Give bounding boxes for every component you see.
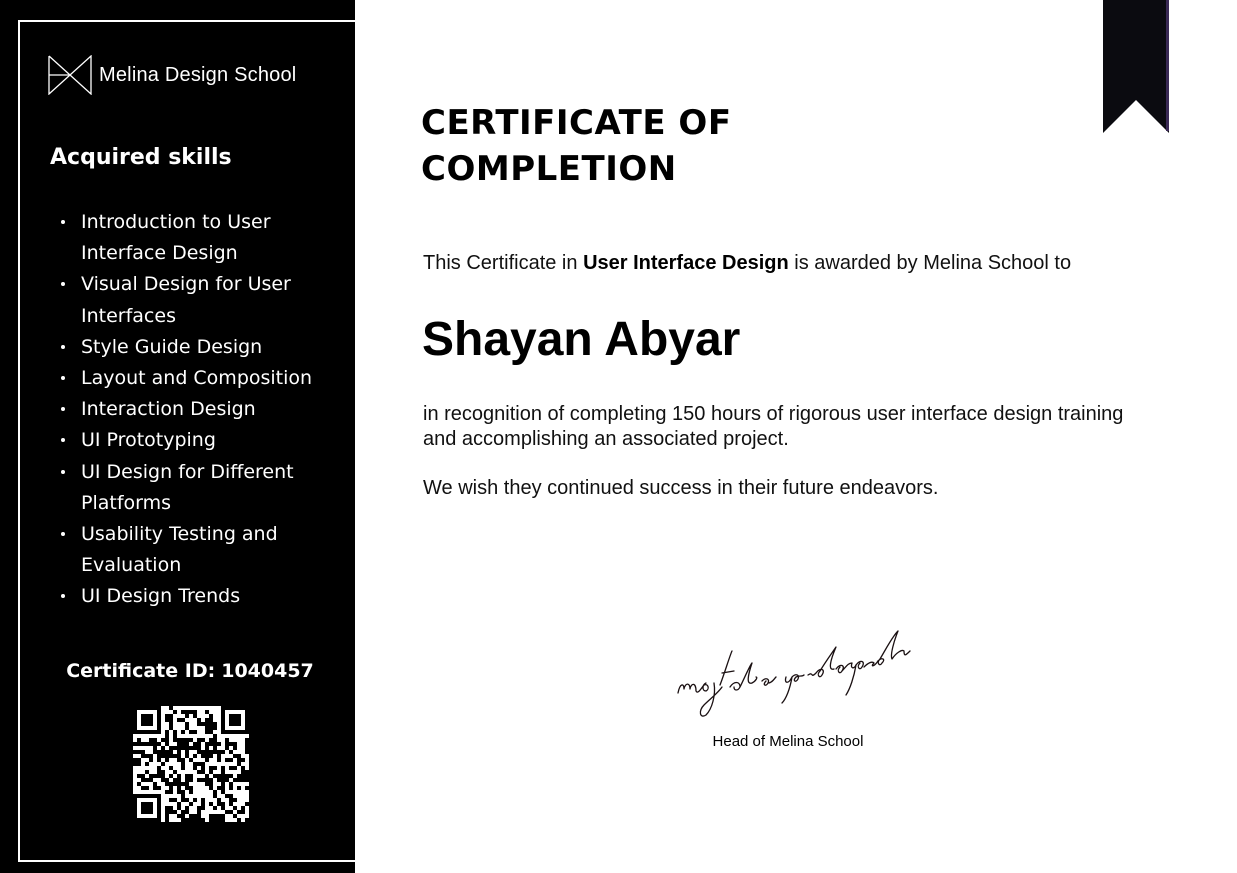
bullet-icon — [61, 282, 65, 286]
skill-label: Usability Testing and Evaluation — [81, 523, 278, 577]
bullet-icon — [61, 376, 65, 380]
bullet-icon — [61, 407, 65, 411]
skill-item — [60, 425, 340, 456]
skill-item — [60, 581, 340, 612]
signer-title: Head of Melina School — [712, 733, 864, 750]
skill-label: Layout and Composition — [81, 367, 313, 390]
award-statement — [423, 252, 1071, 275]
title-line-1: CERTIFICATE OF — [421, 103, 732, 143]
skill-item — [60, 363, 340, 394]
bowtie-logo-icon — [48, 55, 92, 95]
bullet-icon — [61, 594, 65, 598]
skill-label: Introduction to User Interface Design — [81, 211, 271, 265]
skills-heading: Acquired skills — [50, 145, 232, 170]
qr-code-icon — [133, 706, 249, 822]
award-prefix: This Certificate in — [423, 252, 578, 274]
title-line-2: COMPLETION — [421, 149, 677, 189]
brand — [48, 55, 296, 95]
bullet-icon — [61, 345, 65, 349]
recipient-name: Shayan Abyar — [422, 313, 741, 366]
skill-item — [60, 519, 340, 581]
skill-label: UI Design Trends — [81, 585, 241, 608]
skill-item — [60, 457, 340, 519]
skill-item — [60, 207, 340, 269]
bullet-icon — [61, 532, 65, 536]
skills-panel — [0, 0, 355, 873]
award-suffix: is awarded by Melina School to — [794, 252, 1072, 274]
skill-label: Style Guide Design — [81, 335, 263, 358]
bookmark-ribbon-icon — [1103, 0, 1169, 133]
skill-label: UI Prototyping — [81, 429, 216, 452]
brand-name: Melina Design School — [99, 63, 297, 86]
certificate-id-value: 1040457 — [221, 660, 314, 682]
wish-text: We wish they continued success in their future endeavors. — [423, 477, 939, 499]
certificate-id-label: Certificate ID: — [66, 660, 216, 682]
course-name: User Interface Design — [583, 252, 789, 274]
certificate-title — [421, 100, 732, 192]
bullet-icon — [61, 438, 65, 442]
skill-item — [60, 269, 340, 331]
bullet-icon — [61, 220, 65, 224]
signature-image — [670, 625, 915, 720]
skill-label: Visual Design for User Interfaces — [81, 273, 291, 327]
skill-label: Interaction Design — [81, 398, 256, 421]
skill-item — [60, 394, 340, 425]
skills-list — [60, 207, 340, 613]
skill-label: UI Design for Different Platforms — [81, 460, 294, 514]
recognition-text: in recognition of completing 150 hours of rigorous user interface design training and accomplishing an associated project. — [423, 403, 1124, 450]
certificate-id — [40, 660, 340, 682]
bullet-icon — [61, 470, 65, 474]
skill-item — [60, 332, 340, 363]
